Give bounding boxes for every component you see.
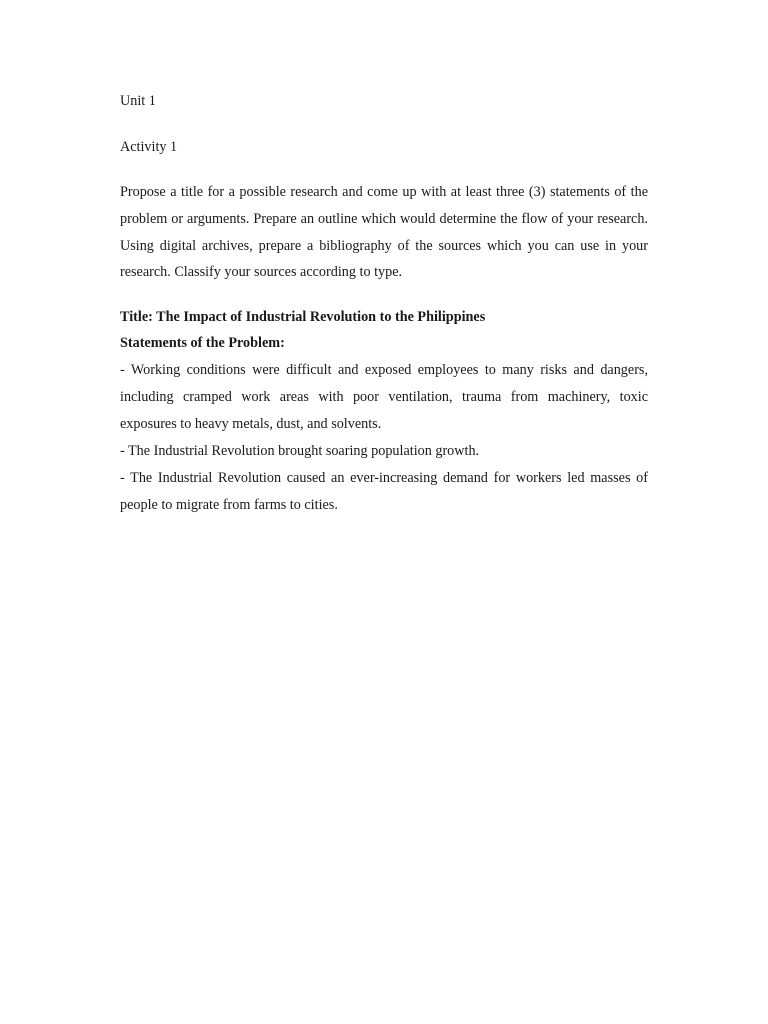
statement-item: - The Industrial Revolution caused an ever-increasing demand for workers led masses of people to migrate from farms to cities. — [120, 470, 648, 514]
unit-heading: Unit 1 — [120, 93, 156, 109]
statements-heading: Statements of the Problem: — [120, 335, 285, 352]
activity-heading: Activity 1 — [120, 139, 178, 155]
statement-item: - The Industrial Revolution brought soaring population growth. — [120, 443, 480, 460]
document-page — [120, 88, 648, 519]
activity-instructions: Propose a title for a possible research and come up with at least three (3) statements of the problem or arguments. Prepare an outline which would determine the flow of your research. Using digital archives, prepare a bibliography of the sources which you can use in your research. Classify your sources according to type. — [120, 184, 648, 281]
statement-item: - Working conditions were difficult and exposed employees to many risks and dangers, including cramped work areas with poor ventilation, trauma from machinery, toxic exposures to heavy metals, dust, and solvents. — [120, 362, 648, 433]
statements-list — [120, 357, 648, 519]
research-title: Title: The Impact of Industrial Revolution to the Philippines — [120, 309, 486, 326]
